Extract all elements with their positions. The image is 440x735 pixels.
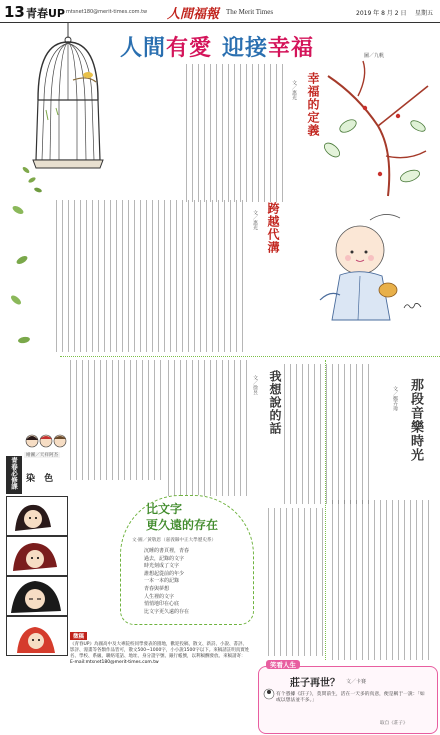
philosophy-label: 笑看人生 <box>266 660 300 669</box>
artist-signature <box>403 296 423 306</box>
poem-line: 時光刻成了文字 <box>144 563 180 570</box>
notice-email[interactable]: E-mail:mtsnet180@merit-times.com.tw <box>70 660 159 665</box>
notice-text: 《青春UP》為國高中及大專院校同學發表的園地，歡迎投稿，散文、新詩、小說、書評、影評、漫畫等各類作品皆可，散文500~1000字，小小說1500字以下。來稿請註明真實姓名、學校、系級、聯絡電話、地址、身分證字號、銀行帳號，以利稿酬發放。來稿請寄： E-mail:mtsnet180@merit-times.com.tw <box>70 642 250 665</box>
issue-date: 2019 年 8 月 2 日 <box>356 10 407 17</box>
body-text-generation-left <box>56 200 124 352</box>
poem-line: 青春與夢想 <box>144 585 170 592</box>
main-title <box>120 31 314 62</box>
dotted-divider-2 <box>325 360 326 660</box>
comic-credit: 繪圖／天祥阿杰 <box>26 453 59 458</box>
issue-weekday: 星期五 <box>415 10 434 17</box>
article-title-happiness: 幸福的定義 <box>306 72 320 137</box>
branch-illustration <box>318 56 436 206</box>
article-author-happiness: 文／惠光 <box>291 80 297 100</box>
notice-label: 徵稿 <box>70 632 87 640</box>
body-text-music <box>332 500 432 660</box>
section-url: mtsnet180@merit-times.com.tw <box>66 9 148 15</box>
philosophy-quote: 有个憑據《莊子》，莫問前生，活在一天多的真意，便是稱于一說：「如或以想法並不多。」 <box>276 692 425 704</box>
comic-panel-3 <box>6 576 68 616</box>
poem-title-line2: 更久遠的存在 <box>146 518 219 532</box>
body-text-comic-side <box>70 360 166 480</box>
page-number: 13 <box>4 3 25 21</box>
illustrator-credit: 圖／九帆 <box>364 53 385 59</box>
leaves-decoration <box>6 200 36 360</box>
article-title-music: 那段音樂時光 <box>408 378 423 462</box>
section-name: 青春UP <box>26 7 65 20</box>
comic-title: 染 色 <box>26 474 57 484</box>
sheep-illustration <box>262 686 276 700</box>
body-text-music-2 <box>268 508 328 656</box>
article-author-generation: 文／惠光 <box>252 210 258 230</box>
masthead-english: The Merit Times <box>226 8 274 16</box>
dotted-divider-1 <box>60 356 440 357</box>
body-text-happiness <box>186 64 288 202</box>
article-author-words: 文／徐昱 <box>252 375 258 395</box>
comic-character-row <box>24 432 69 450</box>
poem-line: 沉睡的書頁裡，青春 <box>144 548 190 554</box>
masthead-logo: 人間福報 <box>167 7 220 22</box>
comic-panel-1 <box>6 496 68 536</box>
title-part-1: 人間 <box>120 36 167 61</box>
body-text-words-right <box>284 364 372 504</box>
comic-panel-2 <box>6 536 68 576</box>
article-title-words: 我想說的話 <box>268 370 282 435</box>
title-part-4: 幸福 <box>268 36 315 61</box>
comic-label: 青春必修課 <box>6 456 22 494</box>
poem-title-line1: 比文字 <box>146 502 183 516</box>
poem-line: 悄悄地印在心底 <box>144 601 180 608</box>
poem-line: 過去，記錄的文字 <box>144 555 185 562</box>
birdcage-illustration <box>18 20 118 200</box>
child-monk-illustration <box>300 210 410 330</box>
poem-lines <box>144 548 242 616</box>
title-part-2: 有愛 <box>166 36 213 61</box>
poem-line: 人生裡的文字 <box>144 593 175 600</box>
poem-author: 文·圖／黃敬恩（嘉義縣中正大學歷史系） <box>132 538 217 543</box>
philosophy-title: 莊子再世？ <box>290 678 340 689</box>
article-title-generation: 跨越代溝 <box>266 202 280 254</box>
philosophy-source: 取自《莊子》 <box>380 721 408 726</box>
poem-line: 一本一本的記錄 <box>144 578 180 585</box>
body-text-generation <box>128 200 246 352</box>
article-author-music: 文／鄭卉瑋 <box>392 386 398 411</box>
philosophy-author: 文／卡賽 <box>346 679 367 685</box>
title-part-3: 迎接 <box>222 36 269 61</box>
comic-panels <box>6 496 66 656</box>
poem-line: 比文字更久遠的存在 <box>144 608 190 615</box>
poem-line: 誰想起從前的年少 <box>144 570 185 577</box>
body-text-words <box>168 360 248 496</box>
comic-panel-4 <box>6 616 68 656</box>
